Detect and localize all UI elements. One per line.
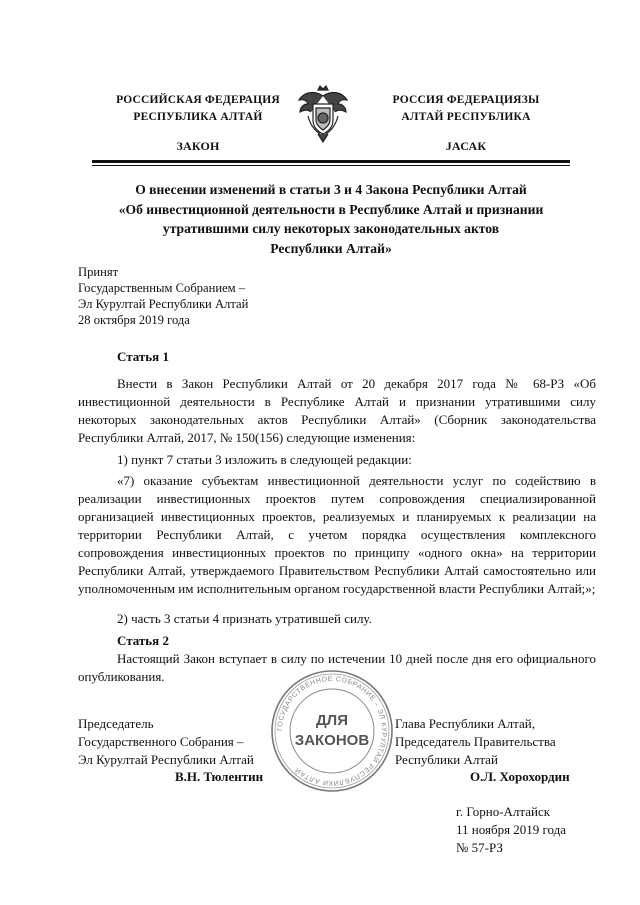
header-left-doc-type: ЗАКОН (176, 139, 220, 153)
article-1-item-2: 2) часть 3 статьи 4 признать утратившей силу. (117, 611, 372, 626)
stamp-ring-text: ГОСУДАРСТВЕННОЕ СОБРАНИЕ – ЭЛ КУРУЛТАЙ РЕСПУБЛИКИ АЛТАЙ (276, 675, 388, 787)
stamp-text-bottom: ЗАКОНОВ (294, 732, 370, 749)
header-right-country: РОССИЯ ФЕДЕРАЦИЯЗЫ (392, 94, 540, 106)
signature-right-line: Республики Алтай (395, 752, 498, 767)
header-divider-thin (92, 165, 570, 166)
signature-left-line: Эл Курултай Республики Алтай (78, 752, 254, 767)
svg-text:ГОСУДАРСТВЕННОЕ СОБРАНИЕ – ЭЛ (277, 676, 387, 786)
header-left-country: РОССИЙСКАЯ ФЕДЕРАЦИЯ (116, 94, 280, 106)
stamp-text-top: ДЛЯ (316, 712, 348, 729)
signature-right-name: О.Л. Хорохордин (470, 769, 570, 784)
article-1-item-1: 1) пункт 7 статьи 3 изложить в следующей редакции: (117, 452, 412, 467)
adoption-date: 28 октября 2019 года (78, 313, 190, 327)
adoption-body-name: Эл Курултай Республики Алтай (78, 297, 249, 311)
law-title-line: Республики Алтай» (270, 240, 392, 256)
law-title-line: «Об инвестиционной деятельности в Республике Алтай и признании (118, 201, 544, 217)
law-title-line: О внесении изменений в статьи 3 и 4 Закона Республики Алтай (135, 182, 527, 197)
header-divider-thick (92, 160, 570, 163)
footer-date: 11 ноября 2019 года (456, 822, 567, 837)
footer-city: г. Горно-Алтайск (456, 804, 551, 819)
article-2-heading: Статья 2 (117, 633, 169, 648)
signature-right-line: Глава Республики Алтай, (395, 716, 535, 731)
footer-number: № 57-РЗ (456, 840, 503, 855)
article-2-text: Настоящий Закон вступает в силу по истечении 10 дней после дня его официального опубликования. (78, 651, 596, 684)
header-right-doc-type: JАСАК (445, 139, 487, 153)
adoption-body: Государственным Собранием – (78, 281, 246, 295)
adoption-label: Принят (78, 265, 119, 279)
signature-left-line: Председатель (78, 716, 154, 731)
signature-left-line: Государственного Собрания – (78, 734, 244, 749)
header-left-republic: РЕСПУБЛИКА АЛТАЙ (133, 111, 263, 123)
coat-of-arms-icon (296, 82, 350, 144)
signature-left-title (78, 715, 288, 769)
article-1-heading: Статья 1 (117, 349, 169, 364)
adoption-info (78, 264, 378, 328)
law-title-line: утратившими силу некоторых законодательных актов (162, 221, 500, 236)
header-left (88, 92, 308, 155)
header-right-republic: АЛТАЙ РЕСПУБЛИКА (401, 111, 531, 123)
signature-left-name: В.Н. Тюлентин (175, 769, 264, 784)
signature-right-title (395, 715, 605, 769)
header-right (356, 92, 576, 155)
law-title (90, 180, 572, 258)
article-1-intro: Внести в Закон Республики Алтай от 20 декабря 2017 года № 68-РЗ «Об инвестиционной деятельности в Республике Алтай и признании утратившими силу некоторых законодательных актов Республики Алтай» (Сборник законодательства Республики Алтай, 2017, № 150(156) следующие изменения: (78, 376, 596, 445)
document-footer (456, 803, 616, 857)
signature-right-line: Председатель Правительства (395, 734, 556, 749)
article-1-quote: «7) оказание субъектам инвестиционной деятельности услуг по содействию в реализации инвестиционных проектов путем сопровождения специализированной организацией инвестиционных проектов, реализуемых и планируемых к реализации на территории Республики Алтай, с учетом порядка осуществления комплексного сопровождения инвестиционных проектов по принципу «одного окна» на территории Республики Алтай, утверждаемого Правительством Республики Алтай самостоятельно или уполномоченным им исполнительным органом государственной власти Республики Алтай;»; (78, 473, 596, 596)
